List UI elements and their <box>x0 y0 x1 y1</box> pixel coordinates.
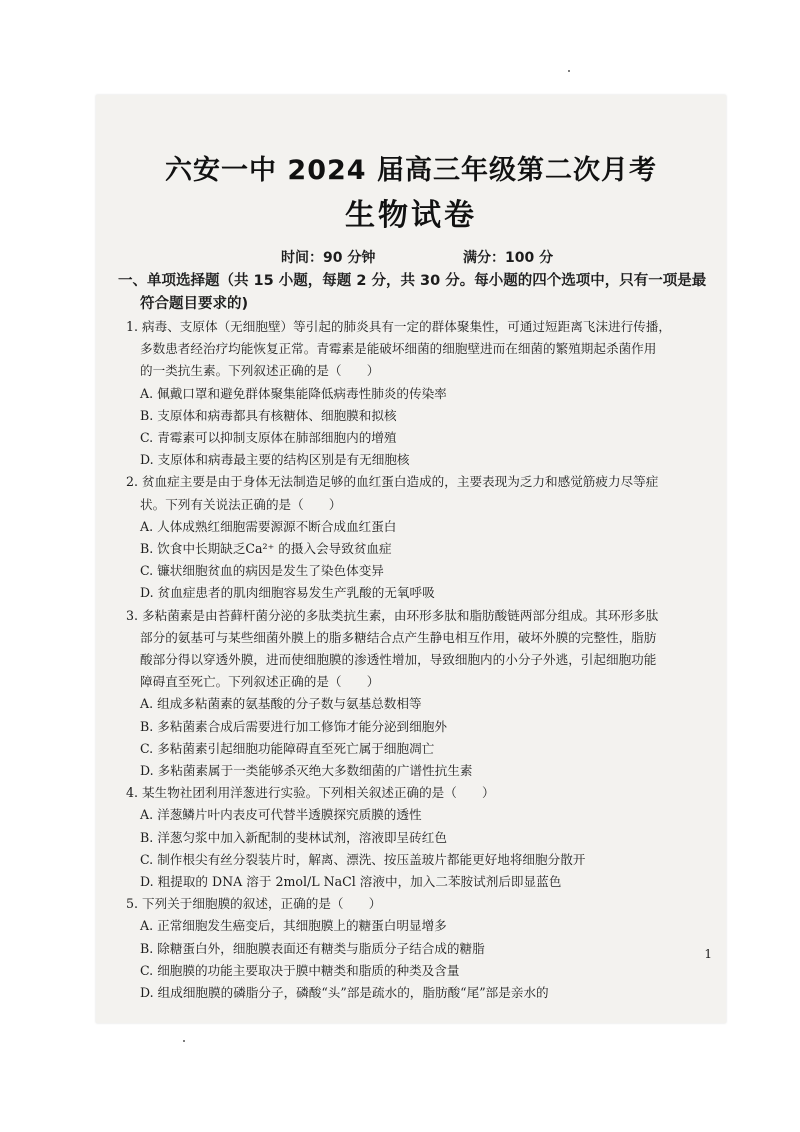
question-option: C. 细胞膜的功能主要取决于膜中糖类和脂质的种类及含量 <box>140 962 460 978</box>
question-option: D. 支原体和病毒最主要的结构区别是有无细胞核 <box>140 452 410 468</box>
question-option: D. 组成细胞膜的磷脂分子，磷酸“头”部是疏水的，脂肪酸“尾”部是亲水的 <box>140 985 549 1001</box>
exam-score: 满分：100 分 <box>463 250 554 266</box>
question-option: B. 多粘菌素合成后需要进行加工修饰才能分泌到细胞外 <box>140 718 447 734</box>
exam-time: 时间：90 分钟 <box>281 250 376 266</box>
section-heading <box>118 270 718 316</box>
question-stem-line: 5. 下列关于细胞膜的叙述，正确的是（ ） <box>126 896 382 912</box>
question-option: C. 制作根尖有丝分裂装片时，解离、漂洗、按压盖玻片都能更好地将细胞分散开 <box>140 851 586 867</box>
question-stem-line: 障碍直至死亡。下列叙述正确的是（ ） <box>140 674 380 690</box>
question-option: C. 镰状细胞贫血的病因是发生了染色体变异 <box>140 563 384 579</box>
question-option: C. 青霉素可以抑制支原体在肺部细胞内的增殖 <box>140 430 397 446</box>
exam-title: 六安一中 2024 届高三年级第二次月考 <box>165 155 657 186</box>
question-3 <box>126 605 716 783</box>
question-1 <box>126 316 716 471</box>
speck-top <box>568 70 570 72</box>
question-option: D. 粗提取的 DNA 溶于 2mol/L NaCl 溶液中，加入二苯胺试剂后即显蓝色 <box>140 874 562 890</box>
question-list <box>126 316 716 1004</box>
section-heading-line2: 符合题目要求的) <box>140 296 249 312</box>
question-option: A. 佩戴口罩和避免群体聚集能降低病毒性肺炎的传染率 <box>140 385 447 401</box>
question-option: D. 贫血症患者的肌肉细胞容易发生产乳酸的无氧呼吸 <box>140 585 435 601</box>
question-option: B. 支原体和病毒都具有核糖体、细胞膜和拟核 <box>140 407 397 423</box>
question-stem-line: 状。下列有关说法正确的是（ ） <box>140 496 342 512</box>
question-option: A. 洋葱鳞片叶内表皮可代替半透膜探究质膜的透性 <box>140 807 422 823</box>
question-2 <box>126 471 716 604</box>
question-stem-line: 3. 多粘菌素是由苔藓杆菌分泌的多肽类抗生素，由环形多肽和脂肪酸链两部分组成。其环形多肽 <box>126 607 659 623</box>
question-option: B. 除糖蛋白外，细胞膜表面还有糖类与脂质分子结合成的糖脂 <box>140 940 485 956</box>
question-5 <box>126 893 716 1004</box>
question-option: B. 洋葱匀浆中加入新配制的斐林试剂，溶液即呈砖红色 <box>140 829 447 845</box>
question-stem-line: 多数患者经治疗均能恢复正常。青霉素是能破坏细菌的细胞壁进而在细菌的繁殖期起杀菌作用 <box>140 341 657 357</box>
question-stem-line: 部分的氨基可与某些细菌外膜上的脂多糖结合点产生静电相互作用，破坏外膜的完整性，脂肪 <box>140 629 657 645</box>
question-option: D. 多粘菌素属于一类能够杀灭绝大多数细菌的广谱性抗生素 <box>140 763 473 779</box>
question-stem-line: 酸部分得以穿透外膜，进而使细胞膜的渗透性增加，导致细胞内的小分子外逃，引起细胞功能 <box>140 652 657 668</box>
question-4 <box>126 782 716 893</box>
page-number: 1 <box>704 947 712 961</box>
question-option: A. 正常细胞发生癌变后，其细胞膜上的糖蛋白明显增多 <box>140 918 447 934</box>
question-stem-line: 1. 病毒、支原体（无细胞壁）等引起的肺炎具有一定的群体聚集性，可通过短距离飞沫进行传播， <box>126 319 671 334</box>
question-option: C. 多粘菌素引起细胞功能障碍直至死亡属于细胞凋亡 <box>140 740 435 756</box>
exam-subtitle: 生物试卷 <box>345 198 477 233</box>
question-option: A. 组成多粘菌素的氨基酸的分子数与氨基总数相等 <box>140 696 422 712</box>
question-stem-line: 的一类抗生素。下列叙述正确的是（ ） <box>140 363 380 379</box>
question-stem-line: 2. 贫血症主要是由于身体无法制造足够的血红蛋白造成的，主要表现为乏力和感觉筋疲力尽等症 <box>126 474 659 490</box>
exam-paper <box>96 95 726 1023</box>
question-option: B. 饮食中长期缺乏Ca²⁺ 的摄入会导致贫血症 <box>140 541 392 557</box>
question-option: A. 人体成熟红细胞需要源源不断合成血红蛋白 <box>140 518 397 534</box>
question-stem-line: 4. 某生物社团利用洋葱进行实验。下列相关叙述正确的是（ ） <box>126 785 495 801</box>
speck-bottom <box>183 1040 185 1042</box>
section-heading-line1: 一、单项选择题（共 15 小题，每题 2 分，共 30 分。每小题的四个选项中，只有一项是最 <box>118 273 707 289</box>
